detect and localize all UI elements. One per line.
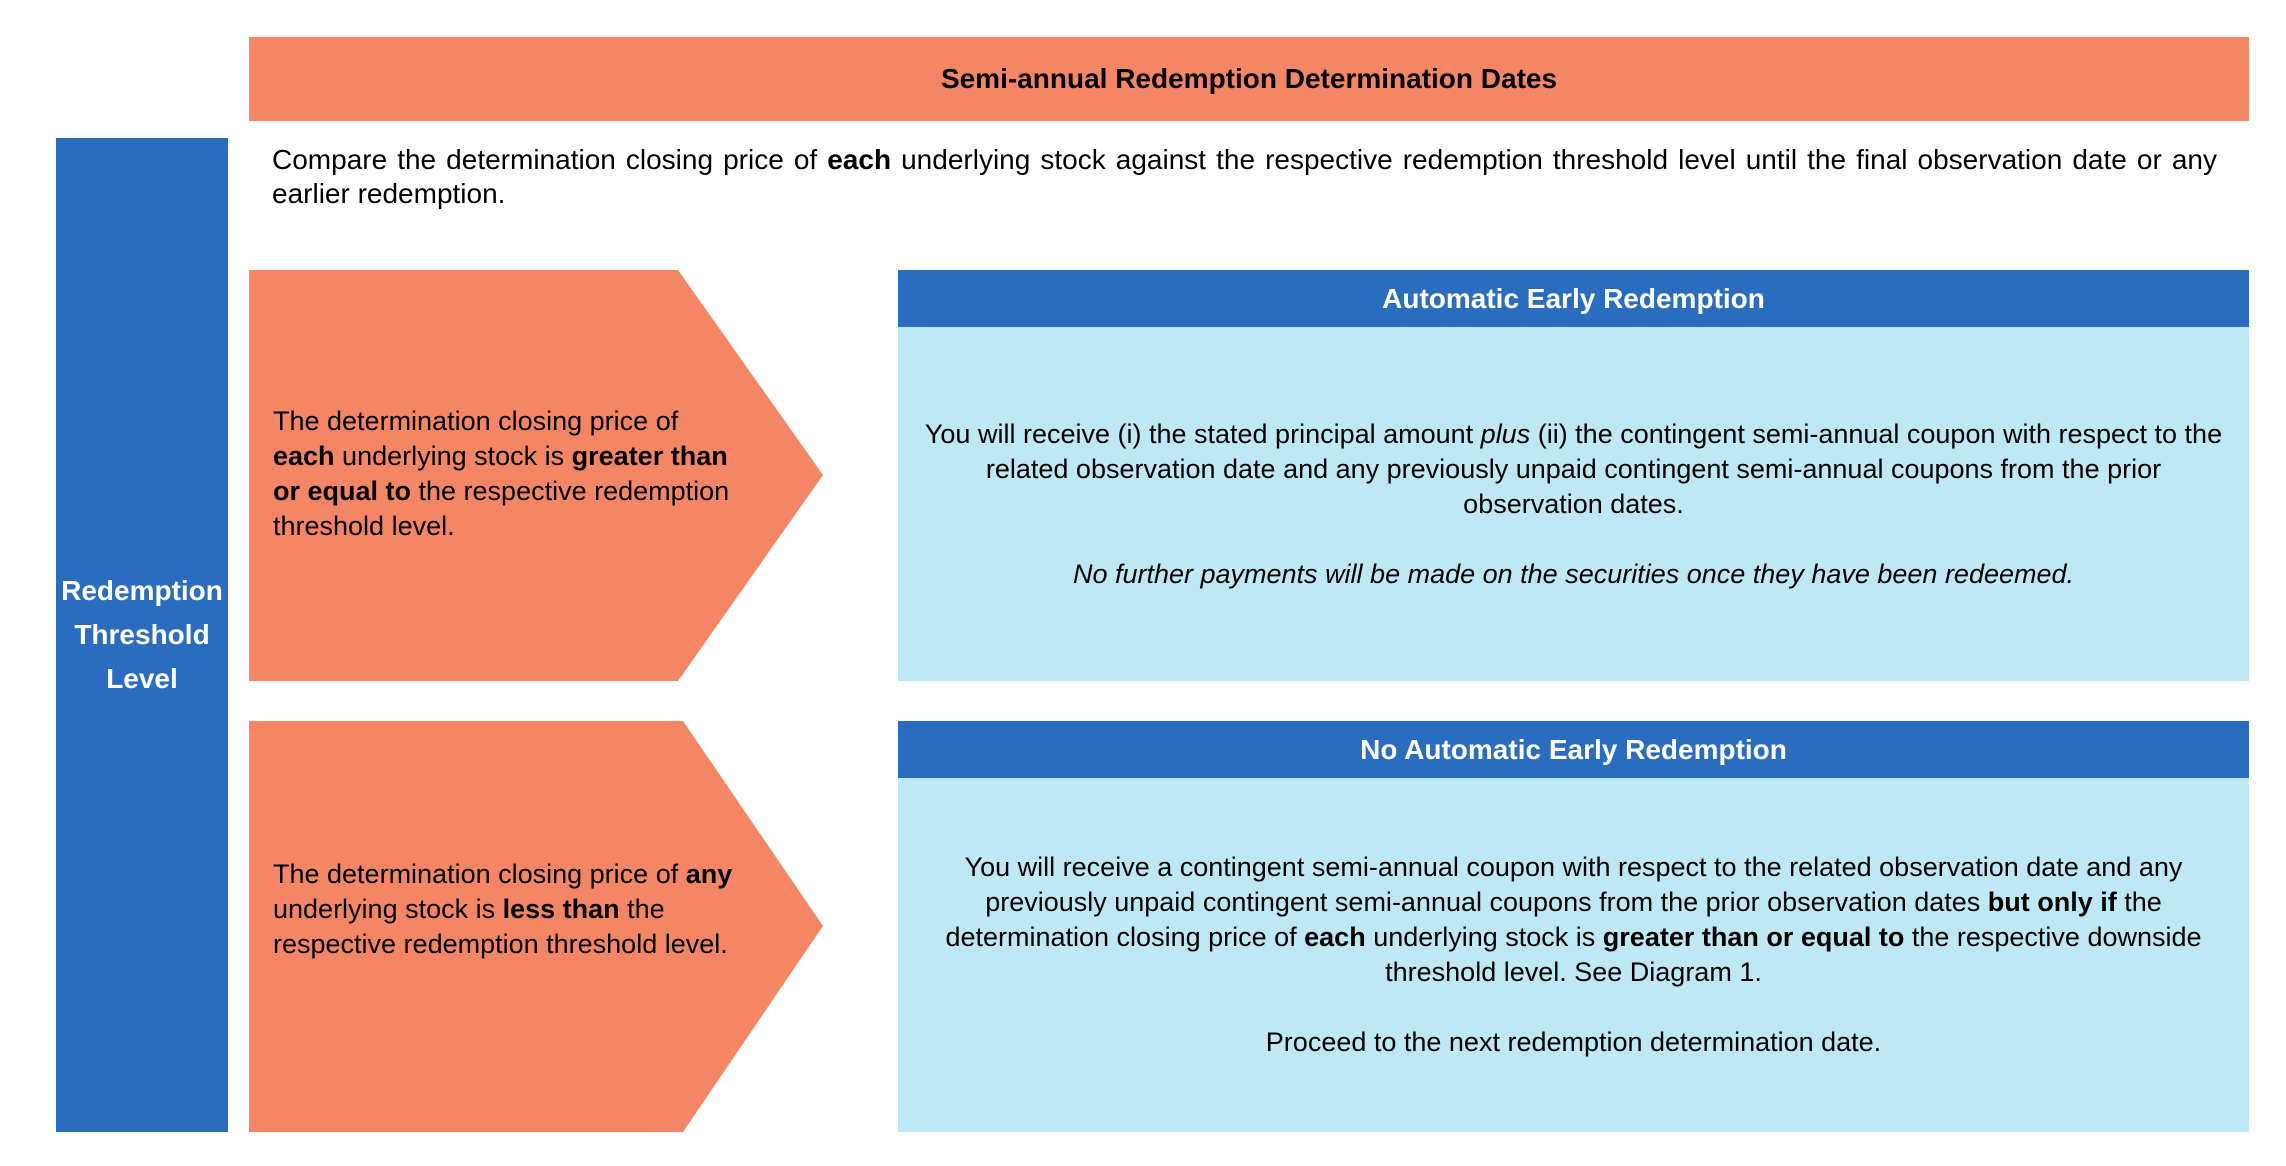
o1-p1-b: (ii) the contingent semi-annual coupon with respect to the related observation date and any previously unpaid contingent semi-annual coupons from the prior observation dates. [985, 418, 2223, 519]
cond2-bold-2: less than [502, 894, 620, 924]
outcome-1-paragraph-2: No further payments will be made on the securities once they have been redeemed. [1072, 558, 2075, 589]
o2-p1-c: underlying stock is [1365, 922, 1603, 952]
side-label-line-1: Redemption [61, 575, 223, 606]
o2-p1-a: You will receive a contingent semi-annual coupon with respect to the related observation date and any previously unpaid contingent semi-annual coupons from the prior observation dates [964, 852, 2183, 917]
outcome-2-header [898, 721, 2249, 778]
o2-p1-bold-but-only-if: but only if [1987, 887, 2117, 917]
condition-1-text [273, 404, 733, 544]
intro-part-1: Compare the determination closing price of [272, 144, 828, 175]
redemption-threshold-level-bar [56, 138, 228, 1132]
title-text: Semi-annual Redemption Determination Dates [940, 63, 1558, 94]
outcome-1-header-text: Automatic Early Redemption [1382, 282, 1765, 314]
condition-2-text [273, 857, 733, 962]
o2-p1-d: the respective downside threshold level. See Diagram 1. [1385, 922, 2202, 987]
side-label-line-2: Threshold [74, 619, 210, 650]
cond1-text-2: underlying stock is [334, 441, 572, 471]
outcome-2-panel [898, 778, 2249, 1132]
cond2-bold-1: any [685, 859, 733, 889]
side-label-line-3: Level [106, 663, 178, 694]
cond2-text-1: The determination closing price of [273, 859, 686, 889]
intro-text [272, 143, 2217, 211]
outcome-2-paragraph-2: Proceed to the next redemption determination date. [1265, 1027, 1882, 1057]
cond1-text-1: The determination closing price of [273, 406, 679, 436]
title-banner [249, 37, 2249, 121]
outcome-1-paragraph-1 [922, 417, 2225, 522]
cond2-text-3: the respective redemption threshold level. [273, 894, 728, 959]
o2-p1-bold-greater: greater than or equal to [1602, 922, 1905, 952]
outcome-1-header [898, 270, 2249, 327]
o1-p1-italic: plus [1480, 418, 1531, 449]
o1-p1-a: You will receive (i) the stated principal amount [924, 418, 1481, 449]
o2-p1-bold-each: each [1304, 922, 1366, 952]
o2-p1-b: the determination closing price of [945, 887, 2162, 952]
cond1-text-3: the respective redemption threshold level. [273, 476, 730, 541]
outcome-2-paragraph-1 [922, 850, 2225, 990]
cond2-text-2: underlying stock is [273, 894, 503, 924]
outcome-1-panel [898, 327, 2249, 681]
intro-bold-each: each [827, 144, 892, 175]
outcome-2-header-text: No Automatic Early Redemption [1360, 733, 1787, 765]
cond1-bold-1: each [273, 441, 335, 471]
intro-part-2: underlying stock against the respective redemption threshold level until the final observation date or any earlier redemption. [272, 144, 2217, 209]
cond1-bold-2: greater than or equal to [273, 441, 728, 506]
